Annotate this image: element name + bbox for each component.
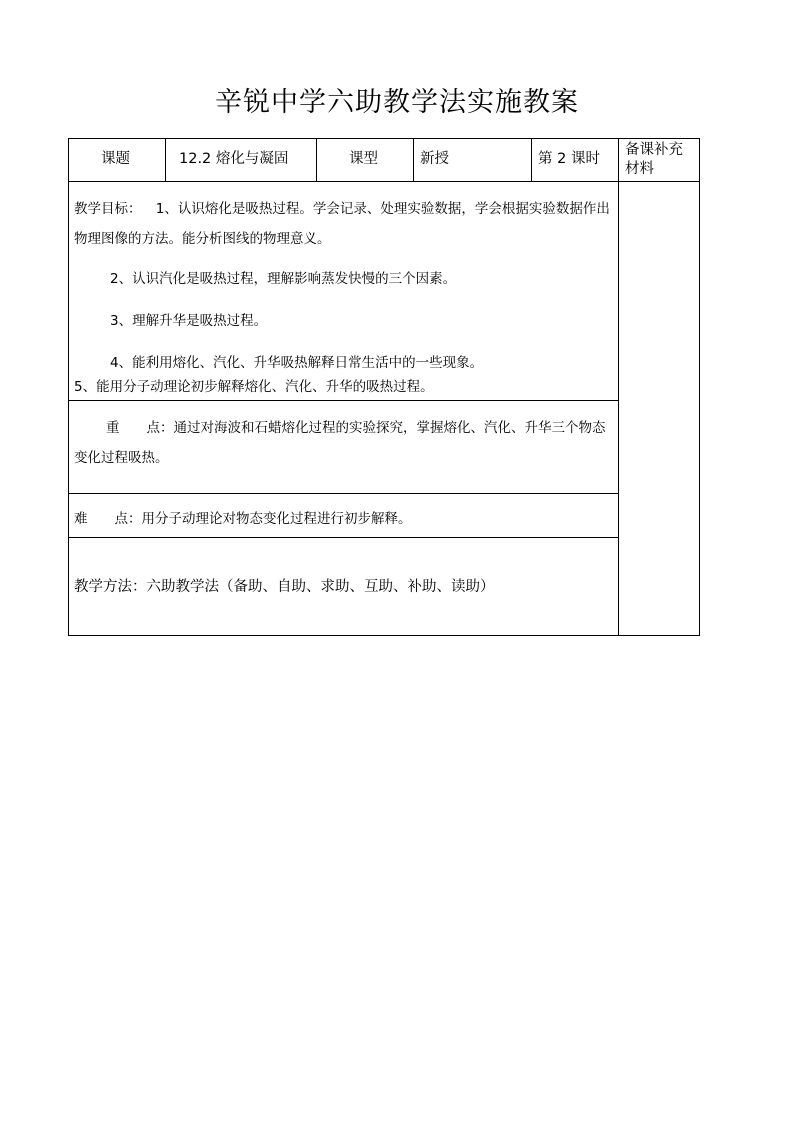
method-label: 教学方法：	[74, 579, 147, 595]
objective-item-3: 3、理解升华是吸热过程。	[110, 313, 268, 329]
key-points-text: 通过对海波和石蜡熔化过程的实验探究，掌握熔化、汽化、升华三个物态变化过程吸热。	[74, 420, 606, 466]
col-divider-1	[165, 138, 166, 181]
key-points-label: 重 点：	[106, 420, 174, 436]
difficulties-text: 用分子动理论对物态变化过程进行初步解释。	[141, 511, 412, 527]
key-points-divider	[68, 493, 618, 494]
col-divider-4	[531, 138, 532, 181]
objective-item-1-text: 1、认识熔化是吸热过程。学会记录、处理实验数据，学会根据实验数据作出物理图像的方法。能分析图线的物理意义。	[74, 201, 610, 247]
supplement-label: 备课补充材料	[625, 142, 683, 177]
objectives-section	[74, 194, 614, 378]
lesson-number: 第 2 课时	[538, 151, 600, 167]
label-lesson-type: 课型	[349, 151, 378, 167]
objective-item-5: 5、能用分子动理论初步解释熔化、汽化、升华的吸热过程。	[74, 379, 434, 395]
document-title: 辛锐中学六助教学法实施教案	[215, 87, 579, 118]
topic-value: 12.2 熔化与凝固	[179, 151, 289, 167]
difficulties-divider	[68, 537, 618, 538]
table-border-right	[699, 138, 700, 636]
objective-item-1	[74, 194, 614, 254]
difficulties-label: 难 点：	[74, 511, 142, 527]
objectives-divider	[68, 400, 618, 401]
table-border-bottom	[68, 635, 700, 636]
objectives-label: 教学目标：	[74, 201, 142, 217]
key-points-section	[74, 413, 614, 473]
table-border-left	[68, 138, 69, 636]
supplement-column-divider	[618, 138, 619, 636]
objective-item-4: 4、能利用熔化、汽化、升华吸热解释日常生活中的一些现象。	[110, 355, 484, 371]
col-divider-2	[316, 138, 317, 181]
table-border-top	[68, 138, 700, 139]
method-section	[74, 572, 614, 602]
lesson-type-value: 新授	[420, 151, 449, 167]
header-row-divider	[68, 181, 700, 182]
lesson-plan-table	[68, 138, 700, 636]
difficulties-section	[74, 504, 614, 534]
method-text: 六助教学法（备助、自助、求助、互助、补助、读助）	[146, 579, 495, 595]
col-divider-3	[413, 138, 414, 181]
label-topic: 课题	[101, 151, 130, 167]
objective-item-2: 2、认识汽化是吸热过程，理解影响蒸发快慢的三个因素。	[110, 271, 457, 287]
